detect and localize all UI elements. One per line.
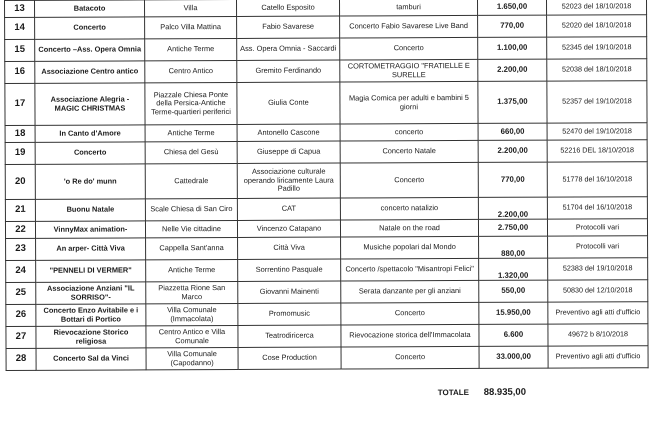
event-amount: 880,00 — [479, 236, 548, 258]
events-table — [4, 0, 649, 371]
event-amount: 660,00 — [478, 123, 547, 140]
protocol-reference: 52216 DEL 18/10/2018 — [547, 140, 647, 162]
event-location: Villa — [145, 0, 237, 17]
event-location: Antiche Terme — [146, 259, 238, 281]
row-number: 27 — [6, 326, 36, 348]
event-name: VinnyMax animation- — [35, 221, 145, 238]
event-organizer: Cose Production — [238, 347, 341, 369]
event-name: Associazione Anziani "IL SORRISO"- — [36, 282, 146, 304]
event-amount: 770,00 — [478, 162, 547, 197]
event-description: Concerto /spettacolo "Misantropi Felici" — [341, 258, 479, 281]
event-location: Piazzetta Rione San Marco — [146, 281, 238, 303]
event-description: Concerto — [340, 162, 478, 198]
table-row — [6, 236, 648, 261]
event-location: Cappella Sant'anna — [146, 237, 238, 259]
event-location: Piazzale Chiesa Ponte della Persica-Antiche Terme-quartieri periferici — [145, 82, 237, 124]
table-row — [5, 162, 647, 200]
table-row — [5, 197, 647, 222]
row-number: 19 — [5, 142, 35, 164]
row-number: 17 — [5, 83, 35, 125]
event-location: Nelle Vie cittadine — [145, 220, 237, 237]
event-name: Rievocazione Storico religiosa — [36, 326, 146, 348]
table-row — [6, 324, 648, 349]
table-row — [5, 81, 647, 126]
row-number: 16 — [5, 61, 35, 83]
event-location: Cattedrale — [145, 163, 237, 198]
protocol-reference: 49672 b 8/10/2018 — [548, 324, 648, 346]
event-name: Associazione Alegria - MAGIC CHRISTMAS — [35, 83, 145, 125]
event-location: Antiche Terme — [145, 124, 237, 141]
event-amount: 2.750,00 — [478, 219, 547, 236]
event-amount: 2.200,00 — [478, 59, 547, 81]
event-organizer: Sorrentino Pasquale — [238, 259, 341, 281]
event-description: Musiche popolari dal Mondo — [341, 236, 479, 259]
event-location: Chiesa del Gesù — [145, 141, 237, 163]
event-name: Concerto — [35, 17, 145, 39]
event-name: An arper- Città Viva — [36, 238, 146, 260]
event-organizer: Giulia Conte — [237, 82, 340, 124]
row-number: 13 — [5, 0, 35, 17]
protocol-reference: 52023 del 18/10/2018 — [546, 0, 646, 15]
table-row — [6, 302, 648, 327]
event-location: Scale Chiesa di San Ciro — [145, 198, 237, 220]
event-name: Batacoto — [35, 0, 145, 17]
event-description: Natale on the road — [340, 219, 478, 237]
event-name: Concerto –Ass. Opera Omnia — [35, 39, 145, 61]
table-row — [5, 140, 647, 165]
event-name: In Canto d'Amore — [35, 125, 145, 142]
event-description: concerto natalizio — [340, 197, 478, 220]
event-name: Concerto Sal da Vinci — [36, 348, 146, 370]
event-location: Centro Antico — [145, 60, 237, 82]
table-row — [5, 59, 647, 84]
event-organizer: Promomusic — [238, 303, 341, 325]
event-amount: 6.600 — [479, 324, 548, 346]
event-organizer: Giovanni Mainenti — [238, 281, 341, 303]
row-number: 23 — [6, 238, 36, 260]
protocol-reference: Preventivo agli atti d'ufficio — [548, 346, 648, 368]
event-organizer: Antonello Cascone — [237, 124, 340, 141]
protocol-reference: Preventivo agli atti d'ufficio — [548, 302, 648, 324]
event-location: Antiche Terme — [145, 38, 237, 60]
event-organizer: Ass. Opera Omnia - Saccardi — [237, 38, 340, 60]
row-number: 20 — [5, 164, 35, 199]
event-organizer: CAT — [237, 198, 340, 220]
event-description: Concerto — [341, 346, 479, 369]
protocol-reference: Protocolli vari — [547, 219, 647, 236]
event-description: tamburi — [339, 0, 477, 16]
protocol-reference: 52345 del 19/10/2018 — [547, 37, 647, 59]
protocol-reference: 50830 del 12/10/2018 — [548, 280, 648, 302]
event-amount: 2.200,00 — [478, 140, 547, 162]
row-number: 28 — [6, 348, 36, 370]
row-number: 21 — [5, 199, 35, 221]
row-number: 15 — [5, 39, 35, 61]
event-name: Concerto — [35, 142, 145, 164]
table-row — [6, 280, 648, 305]
event-amount: 1.320,00 — [479, 258, 548, 280]
event-description: Concerto Natale — [340, 140, 478, 163]
event-amount: 1.100,00 — [478, 37, 547, 59]
event-name: "PENNELI DI VERMER" — [36, 260, 146, 282]
event-organizer: Teatrodiricerca — [238, 325, 341, 347]
event-amount: 770,00 — [478, 15, 547, 37]
event-organizer: Gremito Ferdinando — [237, 60, 340, 82]
event-organizer: Giuseppe di Capua — [237, 141, 340, 163]
protocol-reference: Protocolli vari — [548, 236, 648, 258]
event-description: Serata danzante per gli anziani — [341, 280, 479, 303]
event-description: Concerto — [341, 302, 479, 325]
event-description: Rievocazione storica dell'Immacolata — [341, 324, 479, 347]
event-name: Buonu Natale — [35, 199, 145, 221]
table-row — [6, 258, 648, 283]
event-amount: 2.200,00 — [478, 197, 547, 219]
protocol-reference: 51778 del 16/10/2018 — [547, 162, 647, 197]
row-number: 25 — [6, 282, 36, 304]
total-row — [6, 385, 648, 402]
event-organizer: Associazione culturale operando liricamente Laura Padillo — [237, 163, 340, 198]
row-number: 24 — [6, 260, 36, 282]
event-organizer: Città Viva — [238, 237, 341, 259]
event-organizer: Catello Esposito — [236, 0, 339, 16]
event-description: Concerto — [340, 37, 478, 60]
total-label: TOTALE — [437, 387, 470, 398]
protocol-reference: 52038 del 18/10/2018 — [547, 59, 647, 81]
event-organizer: Vincenzo Catapano — [237, 220, 340, 237]
row-number: 22 — [5, 221, 35, 238]
protocol-reference: 51704 del 16/10/2018 — [547, 197, 647, 219]
event-description: Concerto Fabio Savarese Live Band — [340, 15, 478, 38]
table-row — [5, 37, 647, 62]
protocol-reference: 52357 del 19/10/2018 — [547, 81, 647, 123]
event-location: Palco Villa Mattina — [145, 16, 237, 38]
event-description: CORTOMETRAGGIO "FRATIELLE E SURELLE — [340, 59, 478, 82]
protocol-reference: 52020 del 18/10/2018 — [547, 15, 647, 37]
row-number: 26 — [6, 304, 36, 326]
event-amount: 1.650,00 — [477, 0, 546, 15]
event-name: Concerto Enzo Avitabile e i Bottari di Portico — [36, 304, 146, 326]
table-row — [6, 346, 648, 371]
event-amount: 33.000,00 — [479, 346, 548, 368]
protocol-reference: 52470 del 19/10/2018 — [547, 123, 647, 140]
event-description: Magia Comica per adulti e bambini 5 giorni — [340, 81, 478, 124]
event-location: Centro Antico e Villa Comunale — [146, 325, 238, 347]
row-number: 18 — [5, 125, 35, 142]
event-description: concerto — [340, 123, 478, 141]
event-name: Associazione Centro antico — [35, 61, 145, 83]
event-amount: 550,00 — [479, 280, 548, 302]
row-number: 14 — [5, 17, 35, 39]
total-value: 88.935,00 — [483, 386, 527, 398]
protocol-reference: 52383 del 19/10/2018 — [548, 258, 648, 280]
event-location: Villa Comunale (Capodanno) — [146, 347, 238, 369]
event-organizer: Fabio Savarese — [237, 16, 340, 38]
table-row — [5, 15, 647, 40]
event-amount: 1.375,00 — [478, 81, 547, 123]
event-location: Villa Comunale (Immacolata) — [146, 303, 238, 325]
document-page — [4, 0, 648, 398]
event-name: 'o Re do' munn — [35, 164, 145, 199]
event-amount: 15.950,00 — [479, 302, 548, 324]
